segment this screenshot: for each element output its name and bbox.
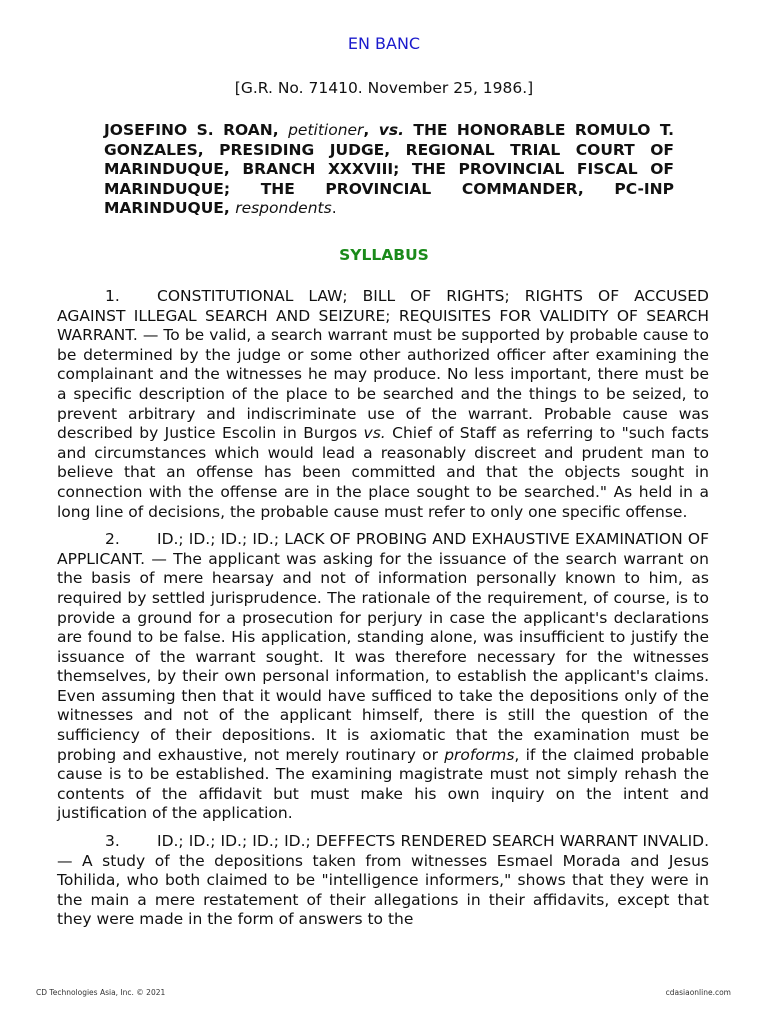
- syllabus-body: [57, 287, 709, 938]
- footer-copyright: CD Technologies Asia, Inc. © 2021: [36, 988, 166, 997]
- versus-label: vs.: [378, 121, 404, 139]
- item-text-continued: Chief of Staff as referring to "such facts and circumstances which would lead a reasonably discreet and prudent man to believe that an offense has been committed and that the objects sought in connection with the offense are in the place sought to be searched." As held in a long line of decisions, the probable cause must refer to only one specific offense.: [57, 424, 709, 521]
- division-heading: EN BANC: [347, 34, 421, 53]
- item-italic: vs.: [363, 424, 386, 443]
- item-italic: proforms: [444, 745, 515, 764]
- item-text: ID.; ID.; ID.; ID.; LACK OF PROBING AND EXHAUSTIVE EXAMINATION OF APPLICANT. — The applicant was asking for the issuance of the search warrant on the basis of mere hearsay and not of information personally known to him, as required by settled jurisprudence. The rationale of the requirement, of course, is to provide a ground for a prosecution for perjury in case the applicant's declarations are found to be false. His application, standing alone, was insufficient to justify the issuance of the warrant sought. It was therefore necessary for the witnesses themselves, by their own personal information, to establish the applicant's claims. Even assuming then that it would have sufficed to take the depositions only of the witnesses and not of the applicant himself, there is still the question of the sufficiency of their depositions. It is axiomatic that the examination must be probing and exhaustive, not merely routinary or: [57, 530, 709, 764]
- item-number: 1.: [105, 287, 120, 305]
- item-number: 3.: [105, 832, 120, 851]
- syllabus-heading: SYLLABUS: [339, 246, 429, 264]
- petitioner-name: JOSEFINO S. ROAN: [104, 121, 273, 139]
- case-number: [G.R. No. 71410. November 25, 1986.]: [234, 79, 534, 97]
- footer-site[interactable]: cdasiaonline.com: [665, 988, 731, 997]
- item-text-continued: , if the claimed probable cause is to be established. The examining magistrate must not simply rehash the contents of the affidavit but must make his own inquiry on the intent and justification of the application.: [57, 745, 709, 823]
- syllabus-item: [57, 530, 709, 824]
- item-text: ID.; ID.; ID.; ID.; ID.; DEFFECTS RENDERED SEARCH WARRANT INVALID. — A study of the depositions taken from witnesses Esmael Morada and Jesus Tohilida, who both claimed to be "intelligence informers," shows that they were in the main a mere restatement of their allegations in their affidavits, except that they were made in the form of answers to the: [57, 832, 709, 929]
- respondents-names: THE HONORABLE ROMULO T. GONZALES, PRESIDING JUDGE, REGIONAL TRIAL COURT OF MARINDUQUE, BRANCH XXXVIII; THE PROVINCIAL FISCAL OF MARINDUQUE; THE PROVINCIAL COMMANDER, PC-INP MARINDUQUE: [104, 121, 674, 217]
- petitioner-role: petitioner: [288, 121, 364, 139]
- item-number: 2.: [105, 530, 120, 549]
- item-text: CONSTITUTIONAL LAW; BILL OF RIGHTS; RIGHTS OF ACCUSED AGAINST ILLEGAL SEARCH AND SEIZURE; REQUISITES FOR VALIDITY OF SEARCH WARRANT. — To be valid, a search warrant must be supported by probable cause to be determined by the judge or some other authorized officer after examining the complainant and the witnesses he may produce. No less important, there must be a specific description of the place to be searched and the things to be seized, to prevent arbitrary and indiscriminate use of the warrant. Probable cause was described by Justice Escolin in Burgos: [57, 287, 709, 443]
- syllabus-item: [57, 287, 709, 522]
- case-caption: JOSEFINO S. ROAN, petitioner, vs. THE HONORABLE ROMULO T. GONZALES, PRESIDING JUDGE, REGIONAL TRIAL COURT OF MARINDUQUE, BRANCH XXXVIII; THE PROVINCIAL FISCAL OF MARINDUQUE; THE PROVINCIAL COMMANDER, PC-INP MARINDUQUE, respondents.: [104, 121, 674, 217]
- syllabus-item: [57, 832, 709, 930]
- respondents-role: respondents: [235, 199, 332, 217]
